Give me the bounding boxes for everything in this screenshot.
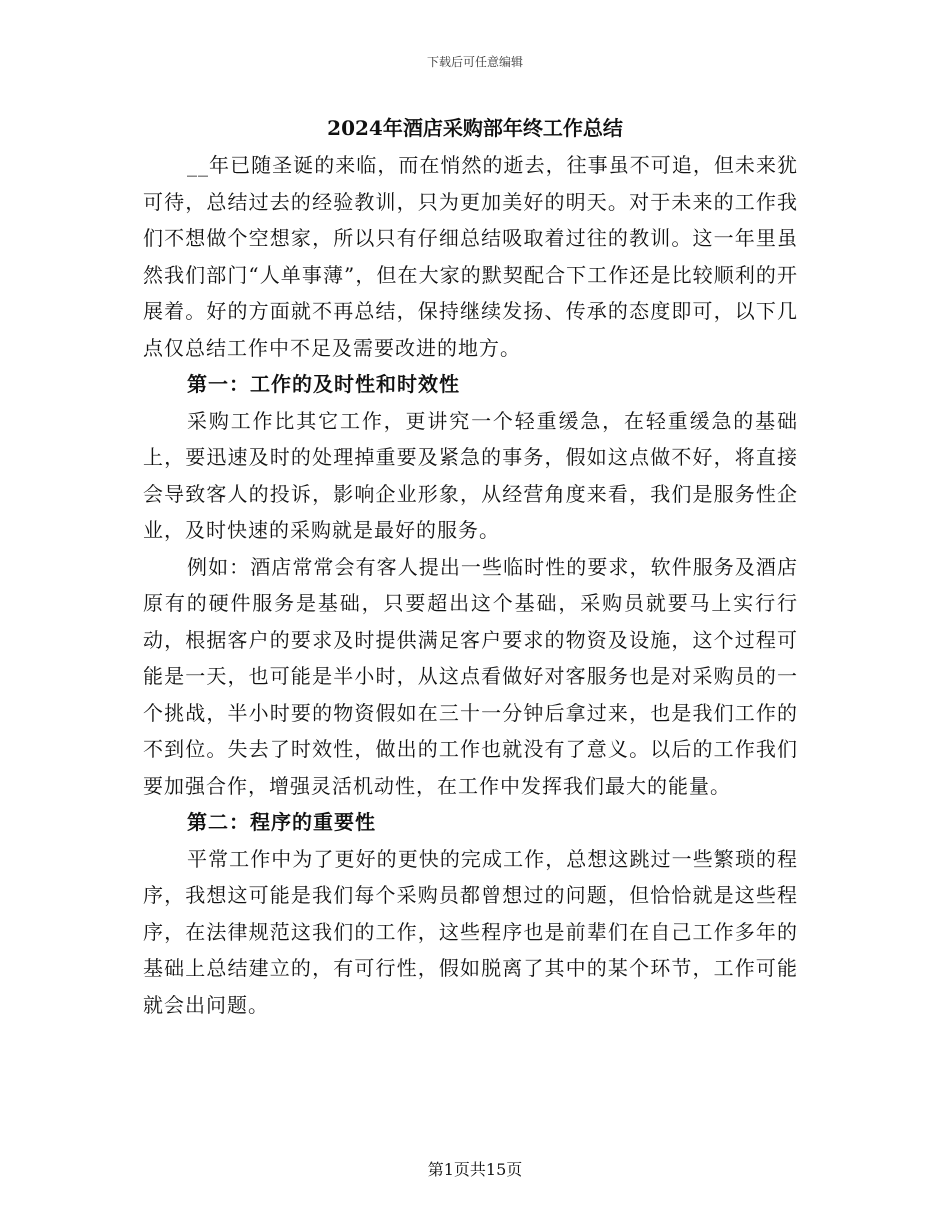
section-2-paragraph-1: 平常工作中为了更好的更快的完成工作，总想这跳过一些繁琐的程序，我想这可能是我们每个采购员都曾想过的问题，但恰恰就是这些程序，在法律规范这我们的工作，这些程序也是前辈们在自己工作多年的基础上总结建立的，有可行性，假如脱离了其中的某个环节，工作可能就会出问题。: [143, 846, 798, 1017]
document-body: [143, 147, 798, 1023]
section-1-paragraph-1: 采购工作比其它工作，更讲究一个轻重缓急，在轻重缓急的基础上，要迅速及时的处理掉重要及紧急的事务，假如这点做不好，将直接会导致客人的投诉，影响企业形象，从经营角度来看，我们是服务性企业，及时快速的采购就是最好的服务。: [143, 408, 798, 542]
section-heading-2: 第二：程序的重要性: [187, 810, 376, 834]
section-heading-1: 第一：工作的及时性和时效性: [187, 372, 460, 396]
intro-paragraph: __年已随圣诞的来临，而在悄然的逝去，往事虽不可追，但未来犹可待，总结过去的经验教训，只为更加美好的明天。对于未来的工作我们不想做个空想家，所以只有仔细总结吸取着过往的教训。这一年里虽然我们部门“人单事薄”，但在大家的默契配合下工作还是比较顺利的开展着。好的方面就不再总结，保持继续发扬、传承的态度即可，以下几点仅总结工作中不足及需要改进的地方。: [143, 153, 798, 360]
document-title: 2024年酒店采购部年终工作总结: [327, 116, 623, 140]
header-note: 下载后可任意编辑: [426, 55, 523, 69]
section-1-paragraph-2: 例如：酒店常常会有客人提出一些临时性的要求，软件服务及酒店原有的硬件服务是基础，只要超出这个基础，采购员就要马上实行行动，根据客户的要求及时提供满足客户要求的物资及设施，这个过程可能是一天，也可能是半小时，从这点看做好对客服务也是对采购员的一个挑战，半小时要的物资假如在三十一分钟后拿过来，也是我们工作的不到位。失去了时效性，做出的工作也就没有了意义。以后的工作我们要加强合作，增强灵活机动性，在工作中发挥我们最大的能量。: [143, 554, 798, 798]
page-footer: 第1页共15页: [427, 1160, 523, 1179]
